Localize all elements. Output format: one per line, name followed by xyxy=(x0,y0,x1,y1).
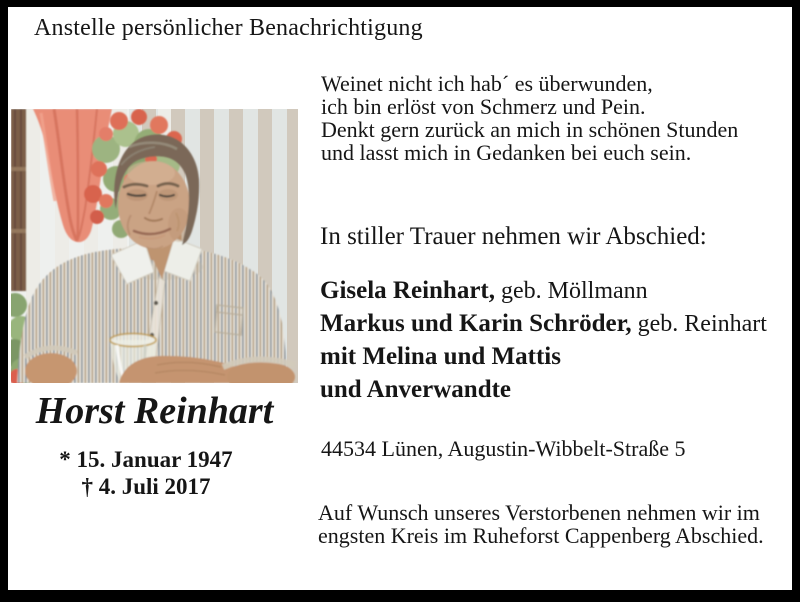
mourner-name: Markus und Karin Schröder, xyxy=(320,310,632,337)
address-line: 44534 Lünen, Augustin-Wibbelt-Straße 5 xyxy=(321,436,686,461)
mourner-suffix: geb. Möllmann xyxy=(495,278,648,304)
notice-header: Anstelle persönlicher Benachrichtigung xyxy=(34,15,423,41)
mourner-entry xyxy=(320,309,767,342)
life-dates xyxy=(2,446,290,500)
mourner-name: mit Melina und Mattis xyxy=(320,343,561,370)
mourner-suffix: geb. Reinhart xyxy=(631,311,767,337)
mourner-entry xyxy=(320,342,767,375)
birth-date: * 15. Januar 1947 xyxy=(59,447,233,472)
portrait-illustration xyxy=(11,109,298,383)
mourner-name: und Anverwandte xyxy=(320,376,512,403)
mourner-name: Gisela Reinhart, xyxy=(320,277,495,304)
mourners-list xyxy=(320,276,767,408)
deceased-name: Horst Reinhart xyxy=(35,390,274,432)
verse-line: ich bin erlöst von Schmerz und Pein. xyxy=(321,94,646,119)
death-date: † 4. Juli 2017 xyxy=(81,474,211,499)
mourner-entry xyxy=(320,276,767,309)
mourner-entry xyxy=(320,375,767,408)
closing-line: Auf Wunsch unseres Verstorbenen nehmen wir im xyxy=(318,500,760,525)
verse-line: Weinet nicht ich hab´ es überwunden, xyxy=(321,71,653,96)
deceased-photo xyxy=(11,109,298,383)
closing-line: engsten Kreis im Ruheforst Cappenberg Abschied. xyxy=(318,523,764,548)
closing-note xyxy=(318,501,764,547)
memorial-verse xyxy=(321,72,738,164)
verse-line: Denkt gern zurück an mich in schönen Stunden xyxy=(321,117,739,142)
farewell-intro: In stiller Trauer nehmen wir Abschied: xyxy=(320,223,707,250)
verse-line: und lasst mich in Gedanken bei euch sein. xyxy=(321,140,692,165)
